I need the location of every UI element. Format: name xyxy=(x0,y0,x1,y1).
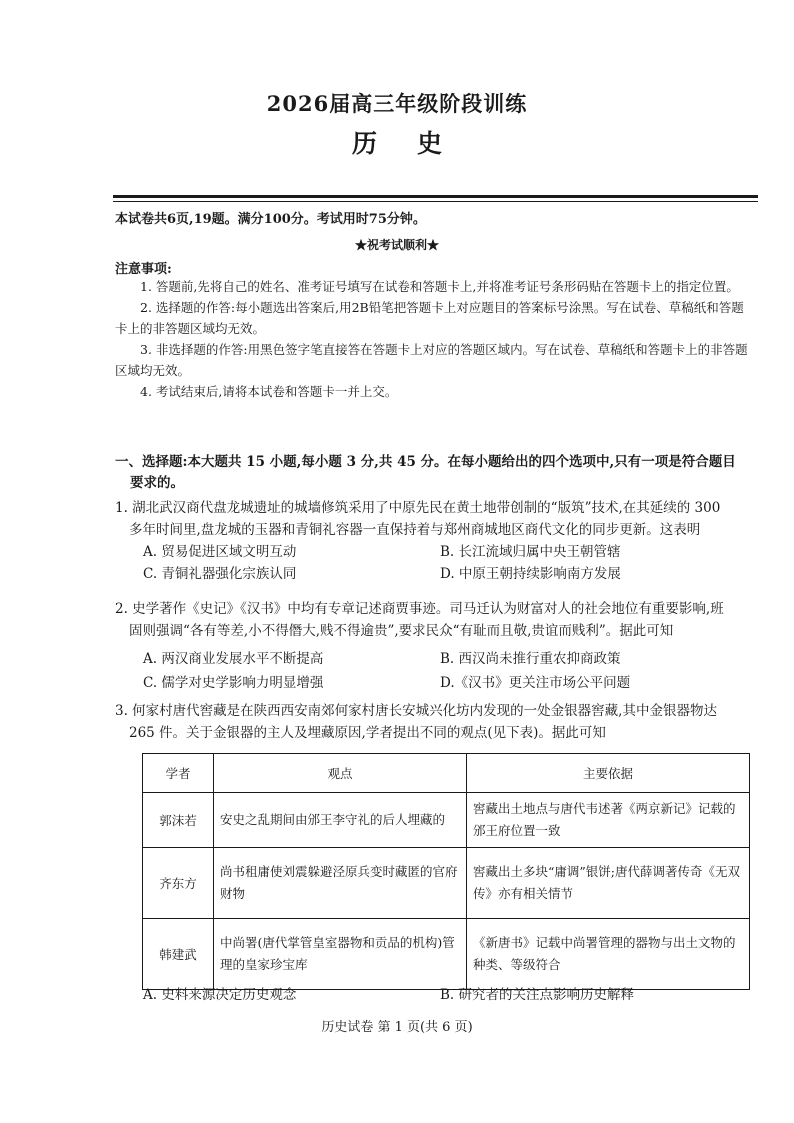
header-rule-thin xyxy=(113,201,758,202)
scholar-evidence: 窖藏出土多块“庸调”银饼;唐代薛调著传奇《无双传》亦有相关情节 xyxy=(467,848,750,919)
scholar-name: 郭沫若 xyxy=(143,793,214,848)
option-a[interactable]: A. 两汉商业发展水平不断提高 xyxy=(143,651,324,667)
scholar-name: 韩建武 xyxy=(143,919,214,990)
table-header-cell: 观点 xyxy=(214,754,467,793)
good-luck-banner: ★祝考试顺利★ xyxy=(354,238,439,252)
option-b[interactable]: B. 西汉尚未推行重农抑商政策 xyxy=(440,651,621,667)
table-header-row xyxy=(143,754,750,793)
scholar-evidence: 《新唐书》记载中尚署管理的器物与出土文物的种类、等级符合 xyxy=(467,919,750,990)
option-a[interactable]: A. 贸易促进区域文明互动 xyxy=(143,544,297,560)
question-2 xyxy=(115,598,755,642)
question-1-stem-line2: 多年时间里,盘龙城的玉器和青铜礼容器一直保持着与郑州商城地区商代文化的同步更新。这表明 xyxy=(129,522,701,538)
table-row xyxy=(143,793,750,848)
scholar-evidence: 窖藏出土地点与唐代韦述著《两京新记》记载的邠王府位置一致 xyxy=(467,793,750,848)
scholar-views-table xyxy=(142,753,750,990)
exam-title: 2026届高三年级阶段训练 xyxy=(266,91,528,116)
question-3-options xyxy=(115,984,755,1006)
option-d[interactable]: D. 中原王朝持续影响南方发展 xyxy=(440,566,621,582)
question-1 xyxy=(115,497,755,541)
notice-item: 4. 考试结束后,请将本试卷和答题卡一并上交。 xyxy=(140,384,398,399)
option-b[interactable]: B. 长江流域归属中央王朝管辖 xyxy=(440,544,621,560)
option-b[interactable]: B. 研究者的关注点影响历史解释 xyxy=(440,987,635,1003)
subject-title: 历史 xyxy=(351,129,482,158)
option-c[interactable]: C. 儒学对史学影响力明显增强 xyxy=(143,675,324,691)
question-1-stem-line1: 1. 湖北武汉商代盘龙城遗址的城墙修筑采用了中原先民在黄土地带创制的“版筑”技术,在其延续的 300 xyxy=(115,500,721,516)
page-footer: 历史试卷 第 1 页(共 6 页) xyxy=(321,1020,473,1035)
table-header-cell: 学者 xyxy=(143,754,214,793)
section-heading-line1: 一、选择题:本大题共 15 小题,每小题 3 分,共 45 分。在每小题给出的四个选项中,只有一项是符合题目 xyxy=(115,454,736,470)
notice-list xyxy=(115,276,755,402)
scholar-view: 安史之乱期间由邠王李守礼的后人埋藏的 xyxy=(214,793,467,848)
notice-item: 1. 答题前,先将自己的姓名、准考证号填写在试卷和答题卡上,并将准考证号条形码贴在答题卡上的指定位置。 xyxy=(140,279,739,294)
notice-item: 2. 选择题的作答:每小题选出答案后,用2B铅笔把答题卡上对应题目的答案标号涂黑。写在试卷、草稿纸和答题卡上的非答题区域均无效。 xyxy=(115,300,744,336)
exam-info: 本试卷共6页,19题。满分100分。考试用时75分钟。 xyxy=(115,212,426,227)
question-2-options xyxy=(115,648,755,692)
section-heading-line2: 要求的。 xyxy=(130,475,184,491)
notice-item: 3. 非选择题的作答:用黑色签字笔直接答在答题卡上对应的答题区域内。写在试卷、草稿纸和答题卡上的非答题区域均无效。 xyxy=(115,342,748,378)
table-header-cell: 主要依据 xyxy=(467,754,750,793)
scholar-view: 中尚署(唐代掌管皇室器物和贡品的机构)管理的皇家珍宝库 xyxy=(214,919,467,990)
option-a[interactable]: A. 史料来源决定历史观念 xyxy=(143,987,297,1003)
question-3-stem-line1: 3. 何家村唐代窖藏是在陕西西安南郊何家村唐长安城兴化坊内发现的一处金银器窖藏,其中金银器物达 xyxy=(115,703,717,719)
question-3-stem-line2: 265 件。关于金银器的主人及埋藏原因,学者提出不同的观点(见下表)。据此可知 xyxy=(129,725,606,741)
scholar-view: 尚书租庸使刘震躲避泾原兵变时藏匿的官府财物 xyxy=(214,848,467,919)
table-row xyxy=(143,919,750,990)
section-heading xyxy=(115,452,755,494)
question-1-options xyxy=(115,541,755,585)
question-2-stem-line1: 2. 史学著作《史记》《汉书》中均有专章记述商贾事迹。司马迁认为财富对人的社会地位有重要影响,班 xyxy=(115,601,724,617)
question-3 xyxy=(115,700,755,744)
notice-title: 注意事项: xyxy=(115,262,172,277)
header-rule-thick xyxy=(113,195,758,198)
question-2-stem-line2: 固则强调“各有等差,小不得僭大,贱不得逾贵”,要求民众“有耻而且敬,贵谊而贱利”。据此可知 xyxy=(129,623,674,639)
option-c[interactable]: C. 青铜礼器强化宗族认同 xyxy=(143,566,297,582)
option-d[interactable]: D.《汉书》更关注市场公平问题 xyxy=(440,675,631,691)
table-row xyxy=(143,848,750,919)
scholar-name: 齐东方 xyxy=(143,848,214,919)
